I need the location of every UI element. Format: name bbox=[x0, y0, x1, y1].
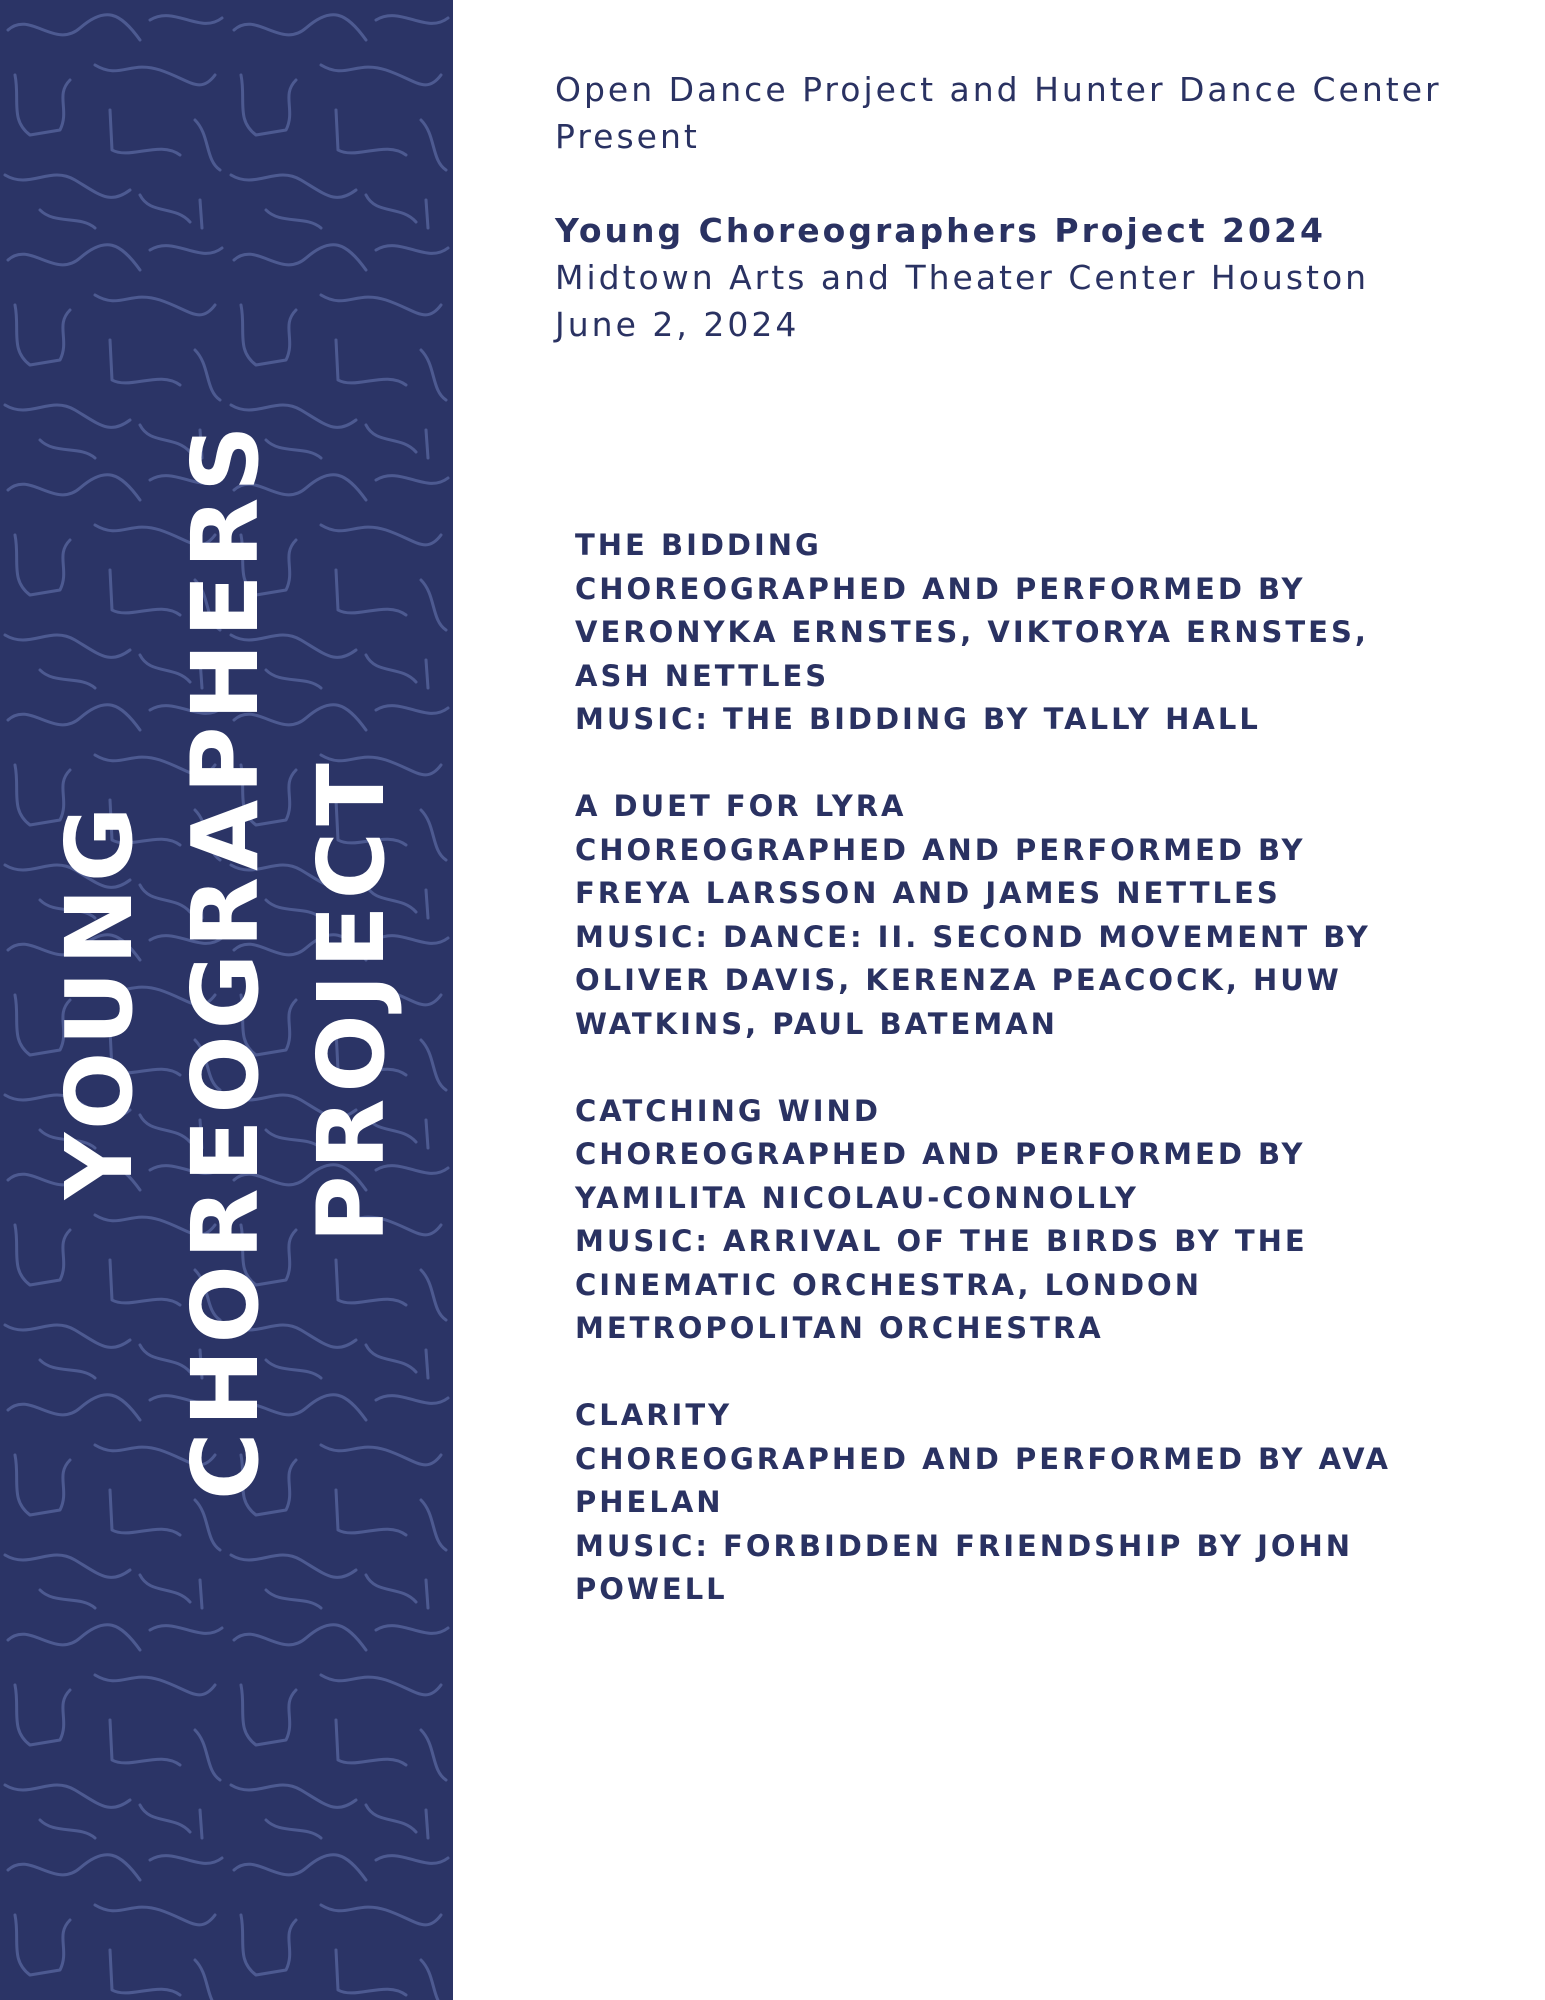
program-list bbox=[575, 524, 1475, 1655]
piece-line: FREYA LARSSON AND JAMES NETTLES bbox=[575, 876, 1281, 910]
program-piece bbox=[575, 1090, 1475, 1351]
piece-line: POWELL bbox=[575, 1572, 728, 1606]
program-piece bbox=[575, 524, 1475, 742]
event-title: Young Choreographers Project 2024 bbox=[555, 211, 1326, 250]
presenters-text-1: Open Dance Project and Hunter Dance Center bbox=[555, 70, 1442, 109]
piece-line: CHOREOGRAPHED AND PERFORMED BY AVA bbox=[575, 1441, 1391, 1476]
program-piece bbox=[575, 1394, 1475, 1612]
event-date: June 2, 2024 bbox=[555, 305, 800, 344]
vertical-title-line-1: YOUNG bbox=[46, 800, 153, 1200]
piece-line: CHOREOGRAPHED AND PERFORMED BY bbox=[575, 832, 1306, 867]
piece-line: METROPOLITAN ORCHESTRA bbox=[575, 1311, 1104, 1345]
piece-line: A DUET FOR LYRA bbox=[575, 789, 907, 823]
vertical-project-title bbox=[37, 419, 415, 1500]
piece-line: WATKINS, PAUL BATEMAN bbox=[575, 1006, 1058, 1041]
presenters-text-2: Present bbox=[555, 117, 700, 156]
event-header bbox=[555, 66, 1505, 348]
piece-line: CLARITY bbox=[575, 1398, 733, 1432]
piece-line: YAMILITA NICOLAU-CONNOLLY bbox=[575, 1180, 1139, 1215]
piece-line: CATCHING WIND bbox=[575, 1093, 881, 1128]
piece-line: CHOREOGRAPHED AND PERFORMED BY bbox=[575, 1137, 1306, 1171]
piece-line: ASH NETTLES bbox=[575, 658, 830, 693]
vertical-title-line-3: PROJECT bbox=[298, 757, 405, 1243]
piece-line: THE BIDDING bbox=[575, 528, 822, 562]
event-venue: Midtown Arts and Theater Center Houston bbox=[555, 258, 1370, 297]
sidebar-banner bbox=[0, 0, 453, 2000]
piece-line: CHOREOGRAPHED AND PERFORMED BY bbox=[575, 571, 1306, 606]
piece-line: MUSIC: DANCE: II. SECOND MOVEMENT BY bbox=[575, 919, 1371, 954]
piece-line: MUSIC: ARRIVAL OF THE BIRDS BY THE bbox=[575, 1224, 1308, 1258]
program-piece bbox=[575, 785, 1475, 1046]
vertical-title-line-2: CHOREOGRAPHERS bbox=[172, 419, 279, 1500]
presenters-line bbox=[555, 66, 1505, 160]
piece-line: MUSIC: THE BIDDING BY TALLY HALL bbox=[575, 702, 1261, 736]
piece-line: CINEMATIC ORCHESTRA, LONDON bbox=[575, 1267, 1202, 1302]
piece-line: VERONYKA ERNSTES, VIKTORYA ERNSTES, bbox=[575, 615, 1369, 649]
piece-line: MUSIC: FORBIDDEN FRIENDSHIP BY JOHN bbox=[575, 1528, 1354, 1563]
piece-line: OLIVER DAVIS, KERENZA PEACOCK, HUW bbox=[575, 963, 1342, 997]
piece-line: PHELAN bbox=[575, 1485, 724, 1519]
